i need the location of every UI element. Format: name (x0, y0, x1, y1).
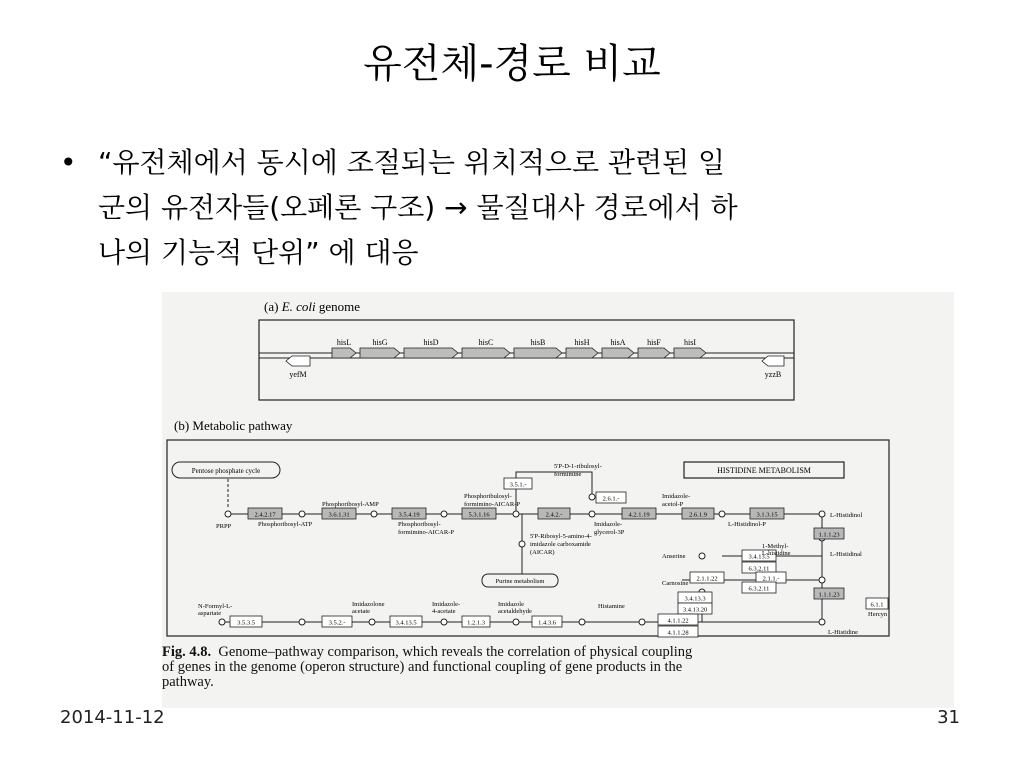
gene-arrow-hisC (462, 348, 510, 358)
reverse-genes (286, 356, 784, 379)
gene-arrow-hisI (674, 348, 706, 358)
compound-node-4 (441, 511, 447, 517)
enzyme-label-e6: 2.6.1.- (602, 495, 620, 503)
figure-caption (162, 645, 897, 690)
compound-node-1 (225, 511, 231, 517)
gene-label-hisH: hisH (574, 338, 590, 347)
compound-label-methyl-histidine-2: L-histidine (762, 550, 791, 557)
enzyme-label-e26: 4.1.1.22 (667, 617, 689, 625)
compound-label-histidinol: L-Histidinol (830, 512, 863, 519)
compound-label-imidazole-acetaldehyde-2: acetaldehyde (498, 608, 532, 615)
enzyme-label-e12: 1.1.1.23 (818, 591, 840, 599)
compound-label-histidine: L-Histidine (828, 629, 858, 636)
compound-node-13 (519, 541, 525, 547)
compound-node-17 (819, 619, 825, 625)
panel-b-label: (b) Metabolic pathway (174, 418, 293, 433)
caption-bold: Fig. 4.8. (162, 644, 212, 660)
enzyme-label-e3: 3.5.4.19 (398, 511, 420, 519)
compound-label-formyl-aspartate-2: aspartate (198, 610, 222, 617)
slide-date: 2014-11-12 (60, 707, 165, 728)
histidine-metabolism-label: HISTIDINE METABOLISM (717, 466, 811, 475)
compound-node-19 (299, 619, 305, 625)
enzyme-label-e9: 2.6.1.9 (689, 511, 707, 519)
compound-label-aicar-1: 5'P-Ribosyl-5-amino-4- (530, 533, 592, 540)
enzyme-label-e16: 2.1.1.- (762, 575, 780, 583)
slide-page-number: 31 (937, 707, 960, 728)
compound-label-phosphoribulosyl-2: formimino-AICAR-P (464, 501, 520, 508)
bullet-list (60, 140, 960, 275)
figure-image (162, 292, 954, 708)
enzyme-label-e10: 3.1.3.15 (756, 511, 778, 519)
enzyme-label-e20: 6.1.1 (870, 601, 884, 609)
compound-label-histamine: Histamine (598, 603, 625, 610)
compound-node-22 (513, 619, 519, 625)
enzyme-label-e18: 3.4.13.3 (684, 595, 706, 603)
compound-label-ribulosyl-1: 5'P-D-1-ribulosyl- (554, 463, 602, 470)
compound-node-14 (699, 553, 705, 559)
compound-node-9 (719, 511, 725, 517)
compound-node-24 (639, 619, 645, 625)
compound-label-methyl-histidine-1: 1-Methyl- (762, 543, 789, 550)
gene-arrow-hisG (360, 348, 400, 358)
caption-line-3: pathway. (162, 674, 214, 690)
gene-label-hisL: hisL (336, 338, 352, 347)
caption-text-1: Genome–pathway comparison, which reveals the correlation of physical coupling (218, 644, 693, 660)
gene-label-hisD: hisD (423, 338, 439, 347)
enzyme-label-e17: 6.3.2.11 (748, 585, 770, 593)
compound-label-imidazolone-acetate-2: acetate (352, 608, 371, 615)
enzyme-label-e7: 2.4.2.- (545, 511, 563, 519)
compound-node-18 (219, 619, 225, 625)
gene-label-hisA: hisA (610, 338, 626, 347)
gene-label-yefM: yefM (289, 370, 307, 379)
gene-arrow-hisL (332, 348, 356, 358)
bullet-line-2: 군의 유전자들(오페론 구조) → 물질대사 경로에서 하 (98, 191, 738, 224)
compound-label-phosphoribosyl-amp: Phosphoribosyl-AMP (322, 501, 379, 508)
compound-label-imidazole-acetol-1: Imidazole- (662, 493, 691, 500)
bullet-line-3: 나의 기능적 단위” 에 대응 (98, 236, 419, 269)
bullet-marker: • (60, 146, 77, 179)
gene-arrow-hisF (638, 348, 670, 358)
gene-arrow-hisA (602, 348, 634, 358)
compound-label-imidazole-acetol-2: acetol-P (662, 501, 684, 508)
forward-genes (332, 338, 706, 358)
enzyme-label-e24: 1.2.1.3 (467, 619, 485, 627)
compound-node-21 (441, 619, 447, 625)
genome-box (259, 320, 794, 400)
purine-text: Purine metabolism (495, 578, 545, 585)
enzyme-label-e8: 4.2.1.19 (628, 511, 650, 519)
pathway-labels (198, 463, 888, 636)
caption-line-2: of genes in the genome (operon structure) and functional coupling of gene products in the (162, 659, 683, 675)
compound-node-20 (369, 619, 375, 625)
enzyme-label-e25: 1.4.3.6 (538, 619, 556, 627)
compound-label-prpp: PRPP (216, 523, 232, 530)
gene-label-hisC: hisC (478, 338, 494, 347)
compound-node-3 (371, 511, 377, 517)
enzyme-label-e22: 3.5.2.- (328, 619, 346, 627)
compound-label-aicar-3: (AICAR) (530, 549, 555, 556)
pentose-text: Pentose phosphate cycle (191, 467, 261, 475)
enzyme-label-e27: 4.1.1.28 (667, 629, 689, 637)
compound-label-imidazole-acetaldehyde-1: Imidazole (498, 601, 524, 608)
compound-node-2 (299, 511, 305, 517)
enzyme-label-e4: 5.3.1.16 (468, 511, 490, 519)
enzyme-label-e1: 2.4.2.17 (254, 511, 276, 519)
caption-line-1 (162, 645, 897, 660)
compound-label-imidazole-glycerol-1: Imidazole- (594, 521, 623, 528)
compound-node-12 (819, 577, 825, 583)
enzyme-label-e13: 3.4.13.5 (748, 553, 770, 561)
gene-arrow-hisH (566, 348, 598, 358)
compound-node-10 (819, 511, 825, 517)
enzyme-label-e15: 2.1.1.22 (696, 575, 718, 583)
gene-arrow-yefM (286, 356, 310, 366)
gene-arrow-hisD (404, 348, 458, 358)
gene-arrow-hisB (514, 348, 562, 358)
bullet-item (60, 140, 960, 275)
enzyme-label-e23: 3.4.13.5 (395, 619, 417, 627)
compound-node-7 (589, 511, 595, 517)
compound-node-5 (513, 511, 519, 517)
compound-label-hercyn: Hercyn (868, 611, 888, 618)
enzyme-label-e14: 6.3.2.11 (748, 565, 770, 573)
enzyme-label-e19: 3.4.13.20 (682, 606, 708, 614)
compound-label-histidinol-p: L-Histidinol-P (728, 521, 766, 528)
compound-label-anserine: Anserine (662, 553, 686, 560)
compound-label-aicar-2: imidazole carboxamide (530, 541, 591, 548)
compound-label-formyl-aspartate-1: N-Formyl-L- (198, 603, 233, 610)
compound-label-imidazole4-acetate-1: Imidazole- (432, 601, 461, 608)
compound-label-imidazole4-acetate-2: 4-acetate (432, 608, 456, 615)
compound-label-phosphoribosyl-formimino-1: Phosphoribosyl- (398, 521, 441, 528)
compound-node-6 (589, 494, 595, 500)
enzyme-label-e5: 3.5.1.- (509, 481, 527, 489)
enzyme-label-e11: 1.1.1.23 (818, 531, 840, 539)
gene-label-hisB: hisB (530, 338, 546, 347)
gene-label-yzzB: yzzB (764, 370, 782, 379)
compound-label-phosphoribulosyl-1: Phosphoribulosyl- (464, 493, 512, 500)
compound-label-phosphoribosyl-formimino-2: formimino-AICAR-P (398, 529, 454, 536)
compound-label-histidinal: L-Histidinal (830, 551, 862, 558)
enzyme-label-e21: 3.5.3.5 (237, 619, 255, 627)
bullet-line-1: “유전체에서 동시에 조절되는 위치적으로 관련된 일 (98, 146, 726, 179)
enzyme-label-e2: 3.6.1.31 (328, 511, 350, 519)
compound-label-phosphoribosyl-atp: Phosphoribosyl-ATP (258, 521, 313, 528)
gene-label-hisG: hisG (372, 338, 388, 347)
gene-label-hisF: hisF (647, 338, 661, 347)
compound-node-23 (579, 619, 585, 625)
slide-title: 유전체-경로 비교 (363, 41, 661, 87)
panel-a-label: (a) E. coli genome (264, 299, 361, 314)
compound-label-carnosine: Carnosine (662, 580, 689, 587)
compound-label-ribulosyl-2: formimine (554, 471, 582, 478)
compound-label-imidazole-glycerol-2: glycerol-3P (594, 529, 625, 536)
compound-label-imidazolone-acetate-1: Imidazolone (352, 601, 385, 608)
gene-label-hisI: hisI (684, 338, 696, 347)
